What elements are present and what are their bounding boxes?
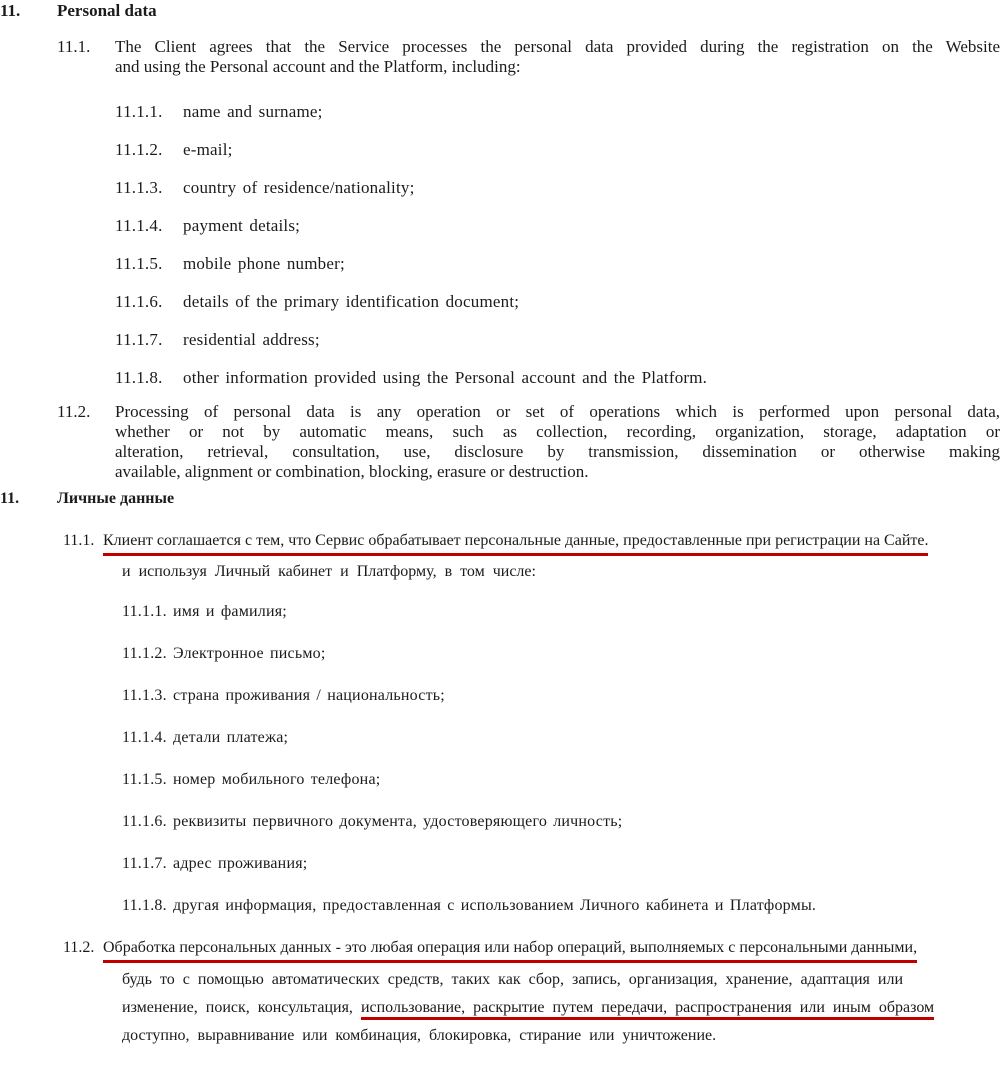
en-subitem-number: 11.1.8.	[115, 368, 163, 387]
en-subitem	[0, 326, 1000, 353]
en-subitem-number: 11.1.1.	[115, 102, 163, 121]
en-clause-11-1-line2: and using the Personal account and the Platform, including:	[115, 57, 521, 76]
ru-clause-11-1-line1-underlined: Клиент соглашается с тем, что Сервис обрабатывает персональные данные, предоставленные при регистрации на Сайте.	[103, 530, 928, 556]
en-subitem	[0, 212, 1000, 239]
ru-subitem	[122, 643, 1000, 665]
ru-subitem-list	[0, 601, 1000, 917]
ru-subitem-text: Электронное письмо;	[173, 645, 326, 662]
ru-clause-11-2-line3-underlined: использование, раскрытие путем передачи, распространения или иным образом	[361, 999, 934, 1020]
ru-subitem-number: 11.1.2.	[122, 645, 167, 662]
ru-clause-11-2-line4: доступно, выравнивание или комбинация, блокировка, стирание или уничтожение.	[122, 1027, 717, 1044]
en-clause-11-1-number: 11.1.	[57, 37, 91, 56]
ru-section-heading	[0, 489, 1000, 509]
ru-clause-11-2-number: 11.2.	[63, 939, 95, 956]
ru-subitem	[122, 811, 1000, 833]
ru-clause-11-2	[0, 937, 1000, 963]
ru-section-title: Личные данные	[57, 490, 175, 507]
ru-subitem-number: 11.1.8.	[122, 897, 167, 914]
en-subitem-text: details of the primary identification document;	[183, 292, 520, 311]
en-clause-11-2-line3: alteration, retrieval, consultation, use, disclosure by transmission, dissemination or otherwise making	[115, 442, 1000, 461]
ru-clause-11-2-line3	[122, 997, 1000, 1019]
en-subitem-text: other information provided using the Personal account and the Platform.	[183, 368, 708, 387]
en-subitem-number: 11.1.6.	[115, 292, 163, 311]
ru-subitem	[122, 685, 1000, 707]
en-subitem	[0, 174, 1000, 201]
ru-subitem-text: другая информация, предоставленная с использованием Личного кабинета и Платформы.	[173, 897, 817, 914]
en-subitem-text: name and surname;	[183, 102, 323, 121]
en-subitem	[0, 364, 1000, 391]
en-subitem-text: e-mail;	[183, 140, 233, 159]
en-clause-11-1	[0, 37, 1000, 77]
en-clause-11-2-line4: available, alignment or combination, blocking, erasure or destruction.	[115, 462, 589, 481]
ru-clause-11-2-line1-underlined: Обработка персональных данных - это любая операция или набор операций, выполняемых с персональными данными,	[103, 937, 917, 963]
ru-clause-11-1-text	[103, 530, 928, 556]
ru-clause-11-1	[0, 530, 1000, 556]
ru-subitem-text: страна проживания / национальность;	[173, 687, 445, 704]
ru-clause-11-1-number: 11.1.	[63, 532, 95, 549]
ru-subitem-text: адрес проживания;	[173, 855, 308, 872]
en-subitem-text: residential address;	[183, 330, 320, 349]
en-section-heading	[0, 0, 1000, 22]
en-subitem-text: country of residence/nationality;	[183, 178, 415, 197]
en-clause-11-2-number: 11.2.	[57, 402, 91, 421]
ru-subitem-number: 11.1.1.	[122, 603, 167, 620]
ru-subitem	[122, 601, 1000, 623]
ru-clause-11-1-line2: и используя Личный кабинет и Платформу, в том числе:	[122, 563, 536, 580]
en-subitem-number: 11.1.3.	[115, 178, 163, 197]
ru-subitem-text: реквизиты первичного документа, удостоверяющего личность;	[173, 813, 623, 830]
en-subitem	[0, 98, 1000, 125]
ru-subitem	[122, 727, 1000, 749]
en-subitem-number: 11.1.7.	[115, 330, 163, 349]
en-clause-11-1-text	[115, 37, 1000, 77]
en-subitem-number: 11.1.4.	[115, 216, 163, 235]
ru-subitem-text: имя и фамилия;	[173, 603, 287, 620]
en-clause-11-1-line1: The Client agrees that the Service processes the personal data provided during the registration on the Website	[115, 37, 1000, 56]
ru-clause-11-2-line3-normal: изменение, поиск, консультация,	[122, 999, 361, 1016]
ru-subitem-number: 11.1.4.	[122, 729, 167, 746]
en-section-title: Personal data	[57, 1, 157, 20]
ru-clause-11-2-line2: будь то с помощью автоматических средств, таких как сбор, запись, организация, хранение, адаптация или	[122, 971, 904, 988]
en-subitem	[0, 136, 1000, 163]
en-subitem	[0, 250, 1000, 277]
en-clause-11-2-line2: whether or not by automatic means, such as collection, recording, organization, storage, adaptation or	[115, 422, 1000, 441]
en-section-number: 11.	[0, 1, 21, 20]
ru-subitem-number: 11.1.7.	[122, 855, 167, 872]
en-subitem	[0, 288, 1000, 315]
ru-subitem-text: номер мобильного телефона;	[173, 771, 381, 788]
en-clause-11-2	[0, 402, 1000, 482]
ru-subitem-number: 11.1.6.	[122, 813, 167, 830]
en-subitem-number: 11.1.5.	[115, 254, 163, 273]
ru-subitem	[122, 769, 1000, 791]
ru-subitem-number: 11.1.3.	[122, 687, 167, 704]
ru-section-number: 11.	[0, 490, 20, 507]
ru-clause-11-2-text	[103, 937, 917, 963]
ru-subitem-number: 11.1.5.	[122, 771, 167, 788]
en-subitem-text: mobile phone number;	[183, 254, 345, 273]
en-subitem-number: 11.1.2.	[115, 140, 163, 159]
ru-subitem	[122, 895, 1000, 917]
en-subitem-list	[0, 98, 1000, 391]
en-clause-11-2-text	[115, 402, 1000, 482]
ru-subitem-text: детали платежа;	[173, 729, 289, 746]
ru-subitem	[122, 853, 1000, 875]
en-clause-11-2-line1: Processing of personal data is any operation or set of operations which is performed upon personal data,	[115, 402, 1000, 421]
en-subitem-text: payment details;	[183, 216, 301, 235]
